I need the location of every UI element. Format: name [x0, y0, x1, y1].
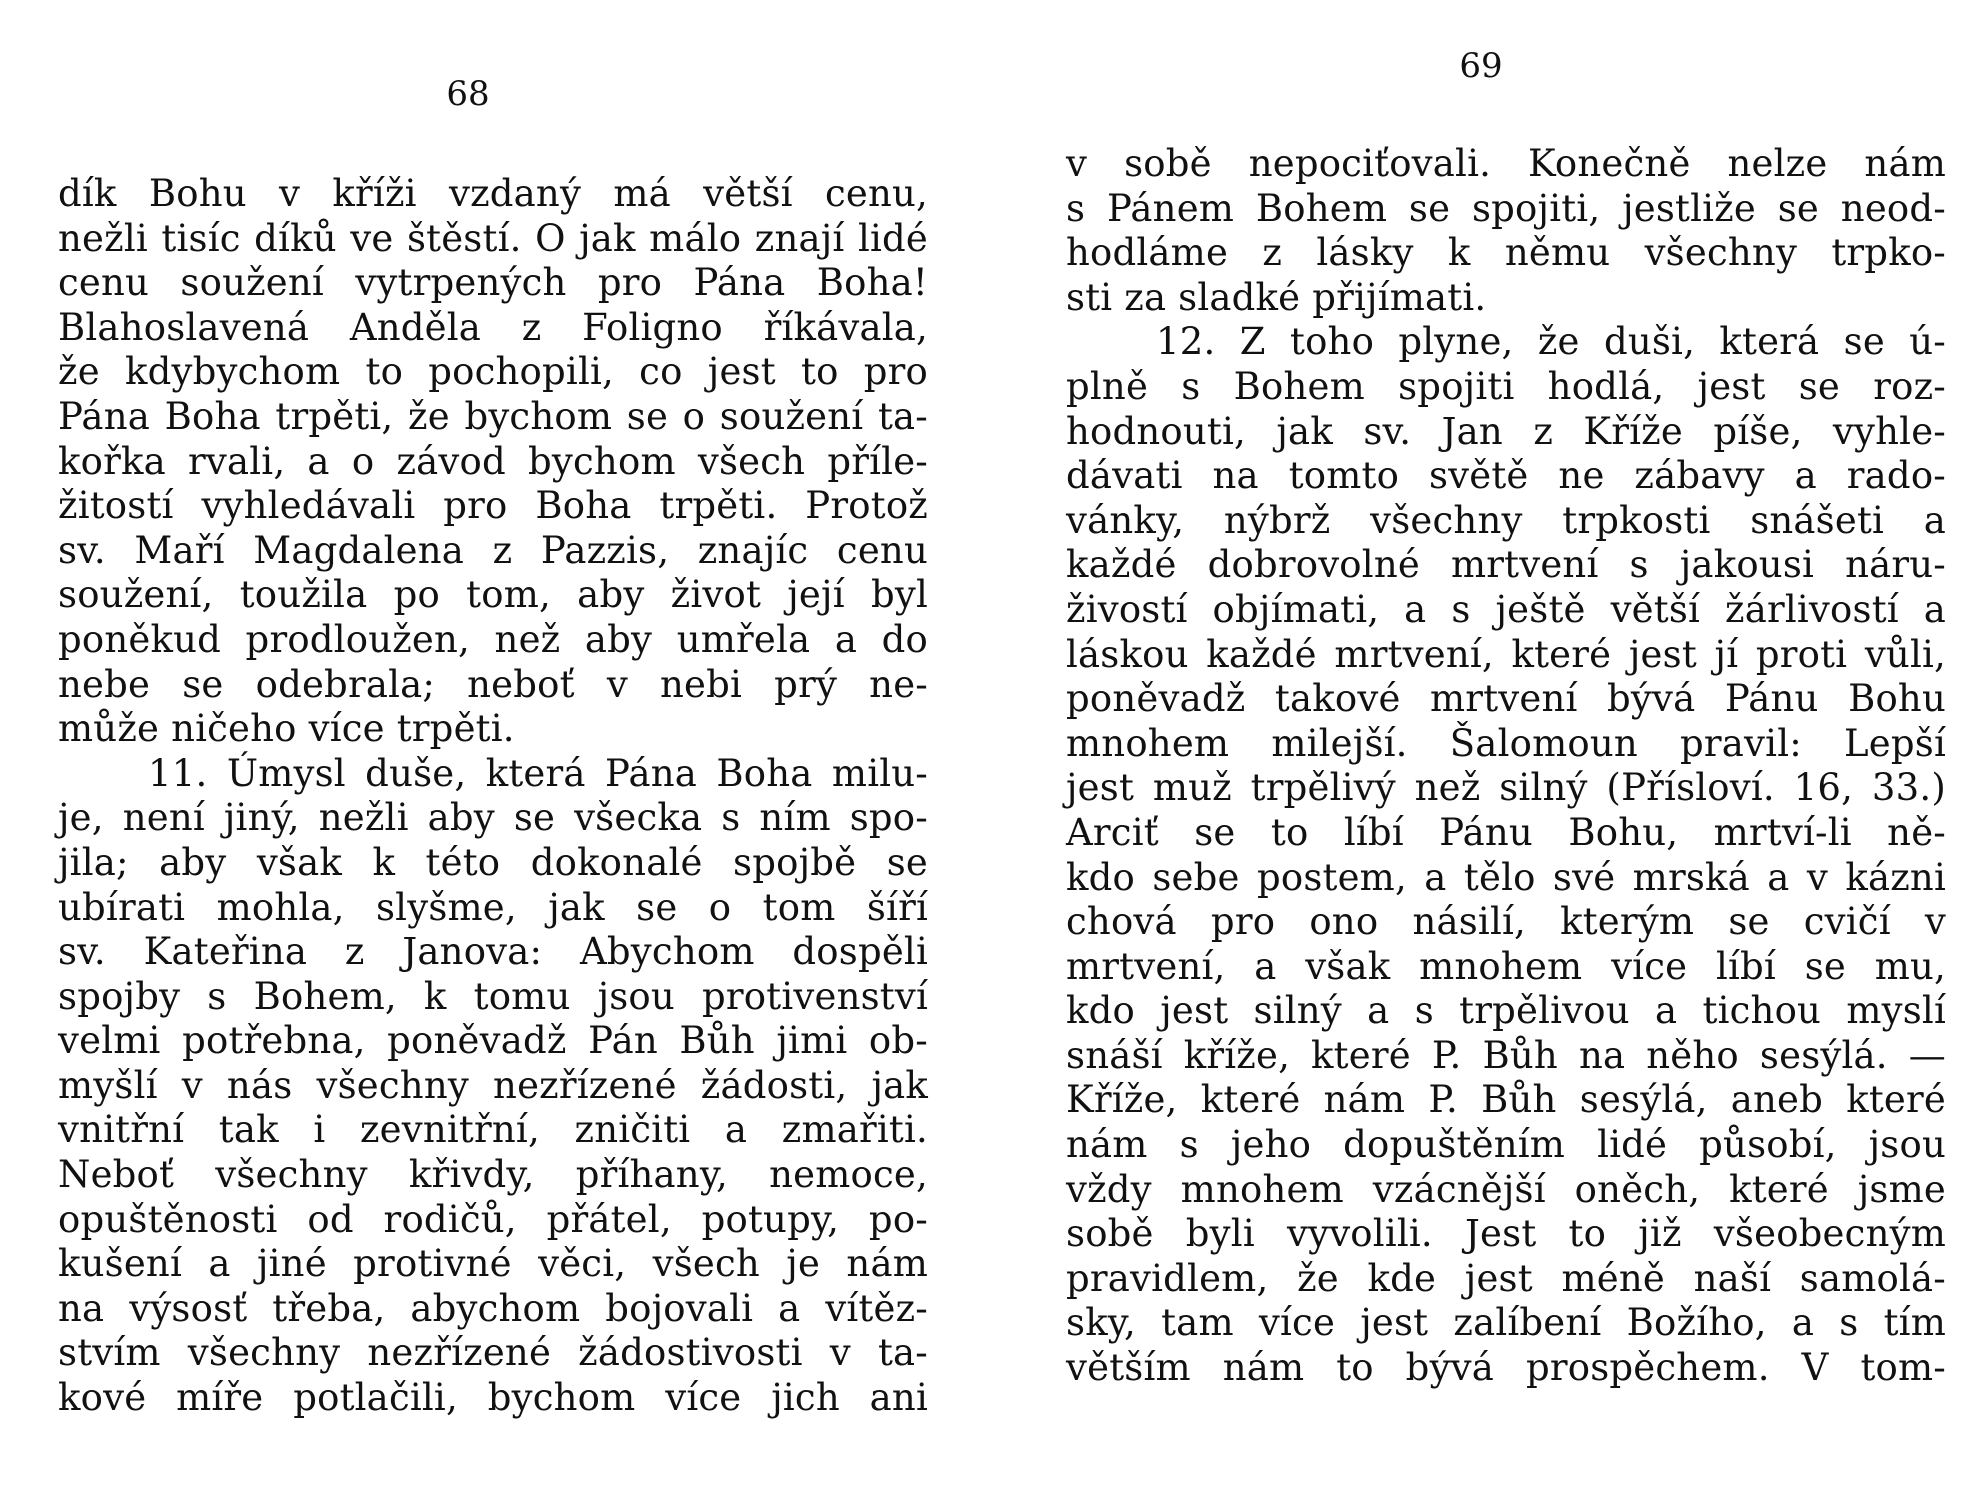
text-line: na výsosť třeba, abychom bojovali a vítěz- — [58, 1286, 928, 1330]
text-line: živostí objímati, a s ještě větší žárlivostí a — [1066, 587, 1946, 631]
text-line: mnohem milejší. Šalomoun pravil: Lepší — [1066, 721, 1946, 765]
text-line: hodnouti, jak sv. Jan z Kříže píše, vyhle- — [1066, 409, 1946, 453]
text-line: nám s jeho dopuštěním lidé působí, jsou — [1066, 1123, 1946, 1167]
text-line: poněkud prodloužen, než aby umřela a do — [58, 617, 928, 661]
text-line: sobě byli vyvolili. Jest to již všeobecným — [1066, 1212, 1946, 1256]
text-line: Kříže, které nám P. Bůh sesýlá, aneb které — [1066, 1078, 1946, 1122]
text-line: plně s Bohem spojiti hodlá, jest se roz- — [1066, 364, 1946, 408]
text-line: pravidlem, že kde jest méně naší samolá- — [1066, 1256, 1946, 1300]
text-line: snáší kříže, které P. Bůh na něho sesýlá. — — [1066, 1033, 1946, 1077]
text-line: je, není jiný, nežli aby se všecka s ním spo- — [58, 796, 928, 840]
text-line: soužení, toužila po tom, aby život její byl — [58, 573, 928, 617]
text-line: každé dobrovolné mrtvení s jakousi náru- — [1066, 543, 1946, 587]
text-line: kušení a jiné protivné věci, všech je nám — [58, 1242, 928, 1286]
right-page-text — [1066, 142, 1946, 1391]
paragraph-start-line: 12. Z toho plyne, že duši, která se ú- — [1156, 320, 1946, 364]
text-line: kové míře potlačili, bychom více jich ani — [58, 1376, 928, 1420]
text-line: žitostí vyhledávali pro Boha trpěti. Protož — [58, 484, 928, 528]
text-line: vnitřní tak i zevnitřní, zničiti a zmařiti. — [58, 1108, 928, 1152]
text-line: opuštěnosti od rodičů, přátel, potupy, po- — [58, 1197, 928, 1241]
text-line: s Pánem Bohem se spojiti, jestliže se neod- — [1066, 186, 1946, 230]
text-line: Blahoslavená Anděla z Foligno říkávala, — [58, 305, 928, 349]
left-page-number: 68 — [446, 74, 490, 114]
paragraph-end-line: sti za sladké přijímati. — [1066, 275, 1487, 319]
text-line: láskou každé mrtvení, které jest jí proti vůli, — [1066, 632, 1946, 676]
text-line: kdo jest silný a s trpělivou a tichou myslí — [1066, 989, 1946, 1033]
text-line: poněvadž takové mrtvení bývá Pánu Bohu — [1066, 677, 1946, 721]
text-line: kdo sebe postem, a tělo své mrská a v kázni — [1066, 855, 1946, 899]
right-page — [1066, 0, 1946, 1500]
paragraph-start-line: 11. Úmysl duše, která Pána Boha milu- — [148, 751, 928, 795]
text-line: sv. Kateřina z Janova: Abychom dospěli — [58, 930, 928, 974]
text-line: že kdybychom to pochopili, co jest to pro — [58, 350, 928, 394]
text-line: nežli tisíc díků ve štěstí. O jak málo znají lidé — [58, 216, 928, 260]
text-line: vždy mnohem vzácnější oněch, které jsme — [1066, 1167, 1946, 1211]
text-line: nebe se odebrala; neboť v nebi prý ne- — [58, 662, 928, 706]
text-line: dík Bohu v kříži vzdaný má větší cenu, — [58, 172, 928, 215]
left-page-text — [58, 172, 928, 1421]
text-line: cenu soužení vytrpených pro Pána Boha! — [58, 261, 928, 305]
paragraph-end-line: může ničeho více trpěti. — [58, 707, 515, 751]
text-line: chová pro ono násilí, kterým se cvičí v — [1066, 900, 1946, 944]
text-line: sv. Maří Magdalena z Pazzis, znajíc cenu — [58, 528, 928, 572]
text-line: velmi potřebna, poněvadž Pán Bůh jimi ob- — [58, 1019, 928, 1063]
right-page-number: 69 — [1459, 46, 1503, 86]
text-line: větším nám to bývá prospěchem. V tom- — [1066, 1346, 1946, 1390]
text-line: sky, tam více jest zalíbení Božího, a s tím — [1066, 1301, 1946, 1345]
text-line: Neboť všechny křivdy, příhany, nemoce, — [58, 1153, 928, 1197]
text-line: stvím všechny nezřízené žádostivosti v ta- — [58, 1331, 928, 1375]
text-line: myšlí v nás všechny nezřízené žádosti, jak — [58, 1063, 928, 1107]
text-line: spojby s Bohem, k tomu jsou protivenství — [58, 974, 928, 1018]
text-line: ubírati mohla, slyšme, jak se o tom šíří — [58, 885, 928, 929]
left-page — [58, 0, 928, 1500]
text-line: kořka rvali, a o závod bychom všech příle- — [58, 439, 928, 483]
text-line: mrtvení, a však mnohem více líbí se mu, — [1066, 944, 1946, 988]
text-line: vánky, nýbrž všechny trpkosti snášeti a — [1066, 498, 1946, 542]
text-line: v sobě nepociťovali. Konečně nelze nám — [1066, 142, 1946, 185]
text-line: Arciť se to líbí Pánu Bohu, mrtví-li ně- — [1066, 810, 1946, 854]
text-line: dávati na tomto světě ne zábavy a rado- — [1066, 454, 1946, 498]
text-line: jest muž trpělivý než silný (Přísloví. 16, 33.) — [1066, 766, 1946, 810]
text-line: hodláme z lásky k němu všechny trpko- — [1066, 231, 1946, 275]
text-line: jila; aby však k této dokonalé spojbě se — [58, 840, 928, 884]
text-line: Pána Boha trpěti, že bychom se o soužení ta- — [58, 394, 928, 438]
